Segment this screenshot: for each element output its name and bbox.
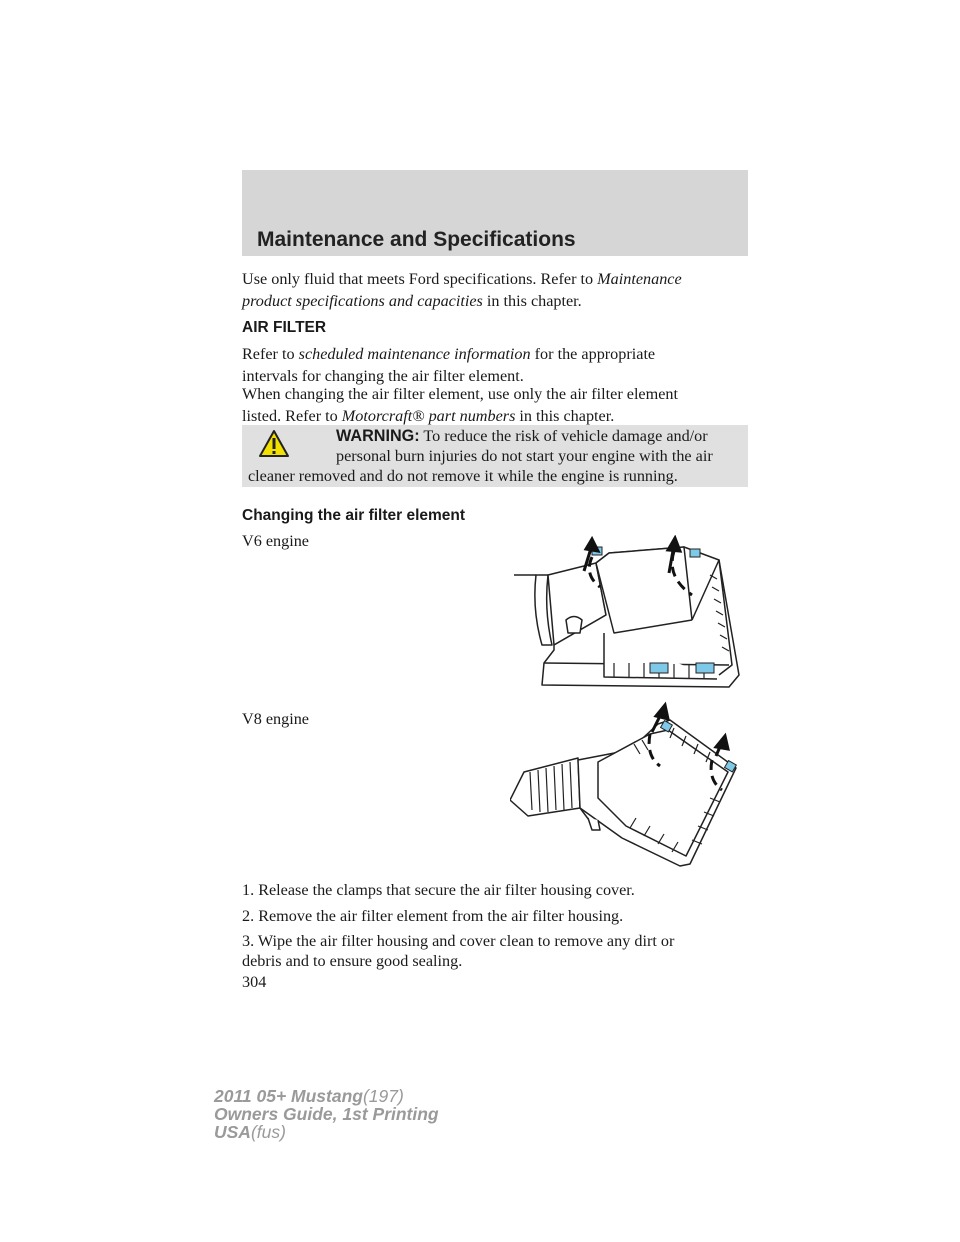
p1-text-2: for the appropriate	[534, 345, 656, 363]
intro-text-1: Use only fluid that meets Ford specifications. Refer to	[242, 270, 594, 288]
step-3	[242, 931, 752, 971]
p1-reference: scheduled maintenance information	[298, 345, 531, 363]
footer-market: USA	[214, 1122, 251, 1142]
page-number: 304	[242, 973, 267, 991]
air-filter-paragraph-2	[242, 383, 752, 427]
warning-line-1: To reduce the risk of vehicle damage and/or	[423, 427, 708, 445]
footer-print-info	[214, 1087, 439, 1141]
p2-text-2: listed. Refer to	[242, 407, 338, 425]
section-title: Maintenance and Specifications	[257, 228, 576, 251]
p2-text-1: When changing the air filter element, use only the air filter element	[242, 385, 678, 403]
warning-line-3: cleaner removed and do not remove it while the engine is running.	[248, 467, 678, 485]
p2-reference: Motorcraft® part numbers	[341, 407, 516, 425]
footer-market-code: (fus)	[250, 1122, 286, 1142]
v6-air-filter-figure	[514, 535, 744, 695]
footer-model-code: (197)	[362, 1086, 404, 1106]
p1-text-3: intervals for changing the air filter element.	[242, 367, 524, 385]
step-2: 2. Remove the air filter element from the air filter housing.	[242, 907, 624, 925]
step-3-line-2: debris and to ensure good sealing.	[242, 952, 463, 970]
v8-air-filter-figure	[510, 700, 744, 868]
intro-paragraph	[242, 268, 752, 312]
v8-engine-label: V8 engine	[242, 710, 309, 728]
footer-guide: Owners Guide, 1st Printing	[214, 1104, 439, 1124]
warning-box	[242, 425, 748, 487]
step-1: 1. Release the clamps that secure the air filter housing cover.	[242, 881, 635, 899]
v6-engine-label: V6 engine	[242, 532, 309, 550]
intro-text-2: in this chapter.	[486, 292, 582, 310]
p2-text-3: in this chapter.	[519, 407, 615, 425]
step-3-line-1: 3. Wipe the air filter housing and cover clean to remove any dirt or	[242, 932, 675, 950]
footer-model: 2011 05+ Mustang	[214, 1086, 363, 1106]
air-filter-heading: AIR FILTER	[242, 319, 327, 336]
p1-text-1: Refer to	[242, 345, 295, 363]
intro-reference-1: Maintenance	[597, 270, 682, 288]
warning-text	[248, 426, 744, 486]
warning-line-2: personal burn injuries do not start your engine with the air	[336, 447, 713, 465]
intro-reference-2: product specifications and capacities	[242, 292, 483, 310]
air-filter-paragraph-1	[242, 343, 752, 387]
changing-heading: Changing the air filter element	[242, 507, 466, 524]
warning-label: WARNING:	[336, 427, 420, 445]
